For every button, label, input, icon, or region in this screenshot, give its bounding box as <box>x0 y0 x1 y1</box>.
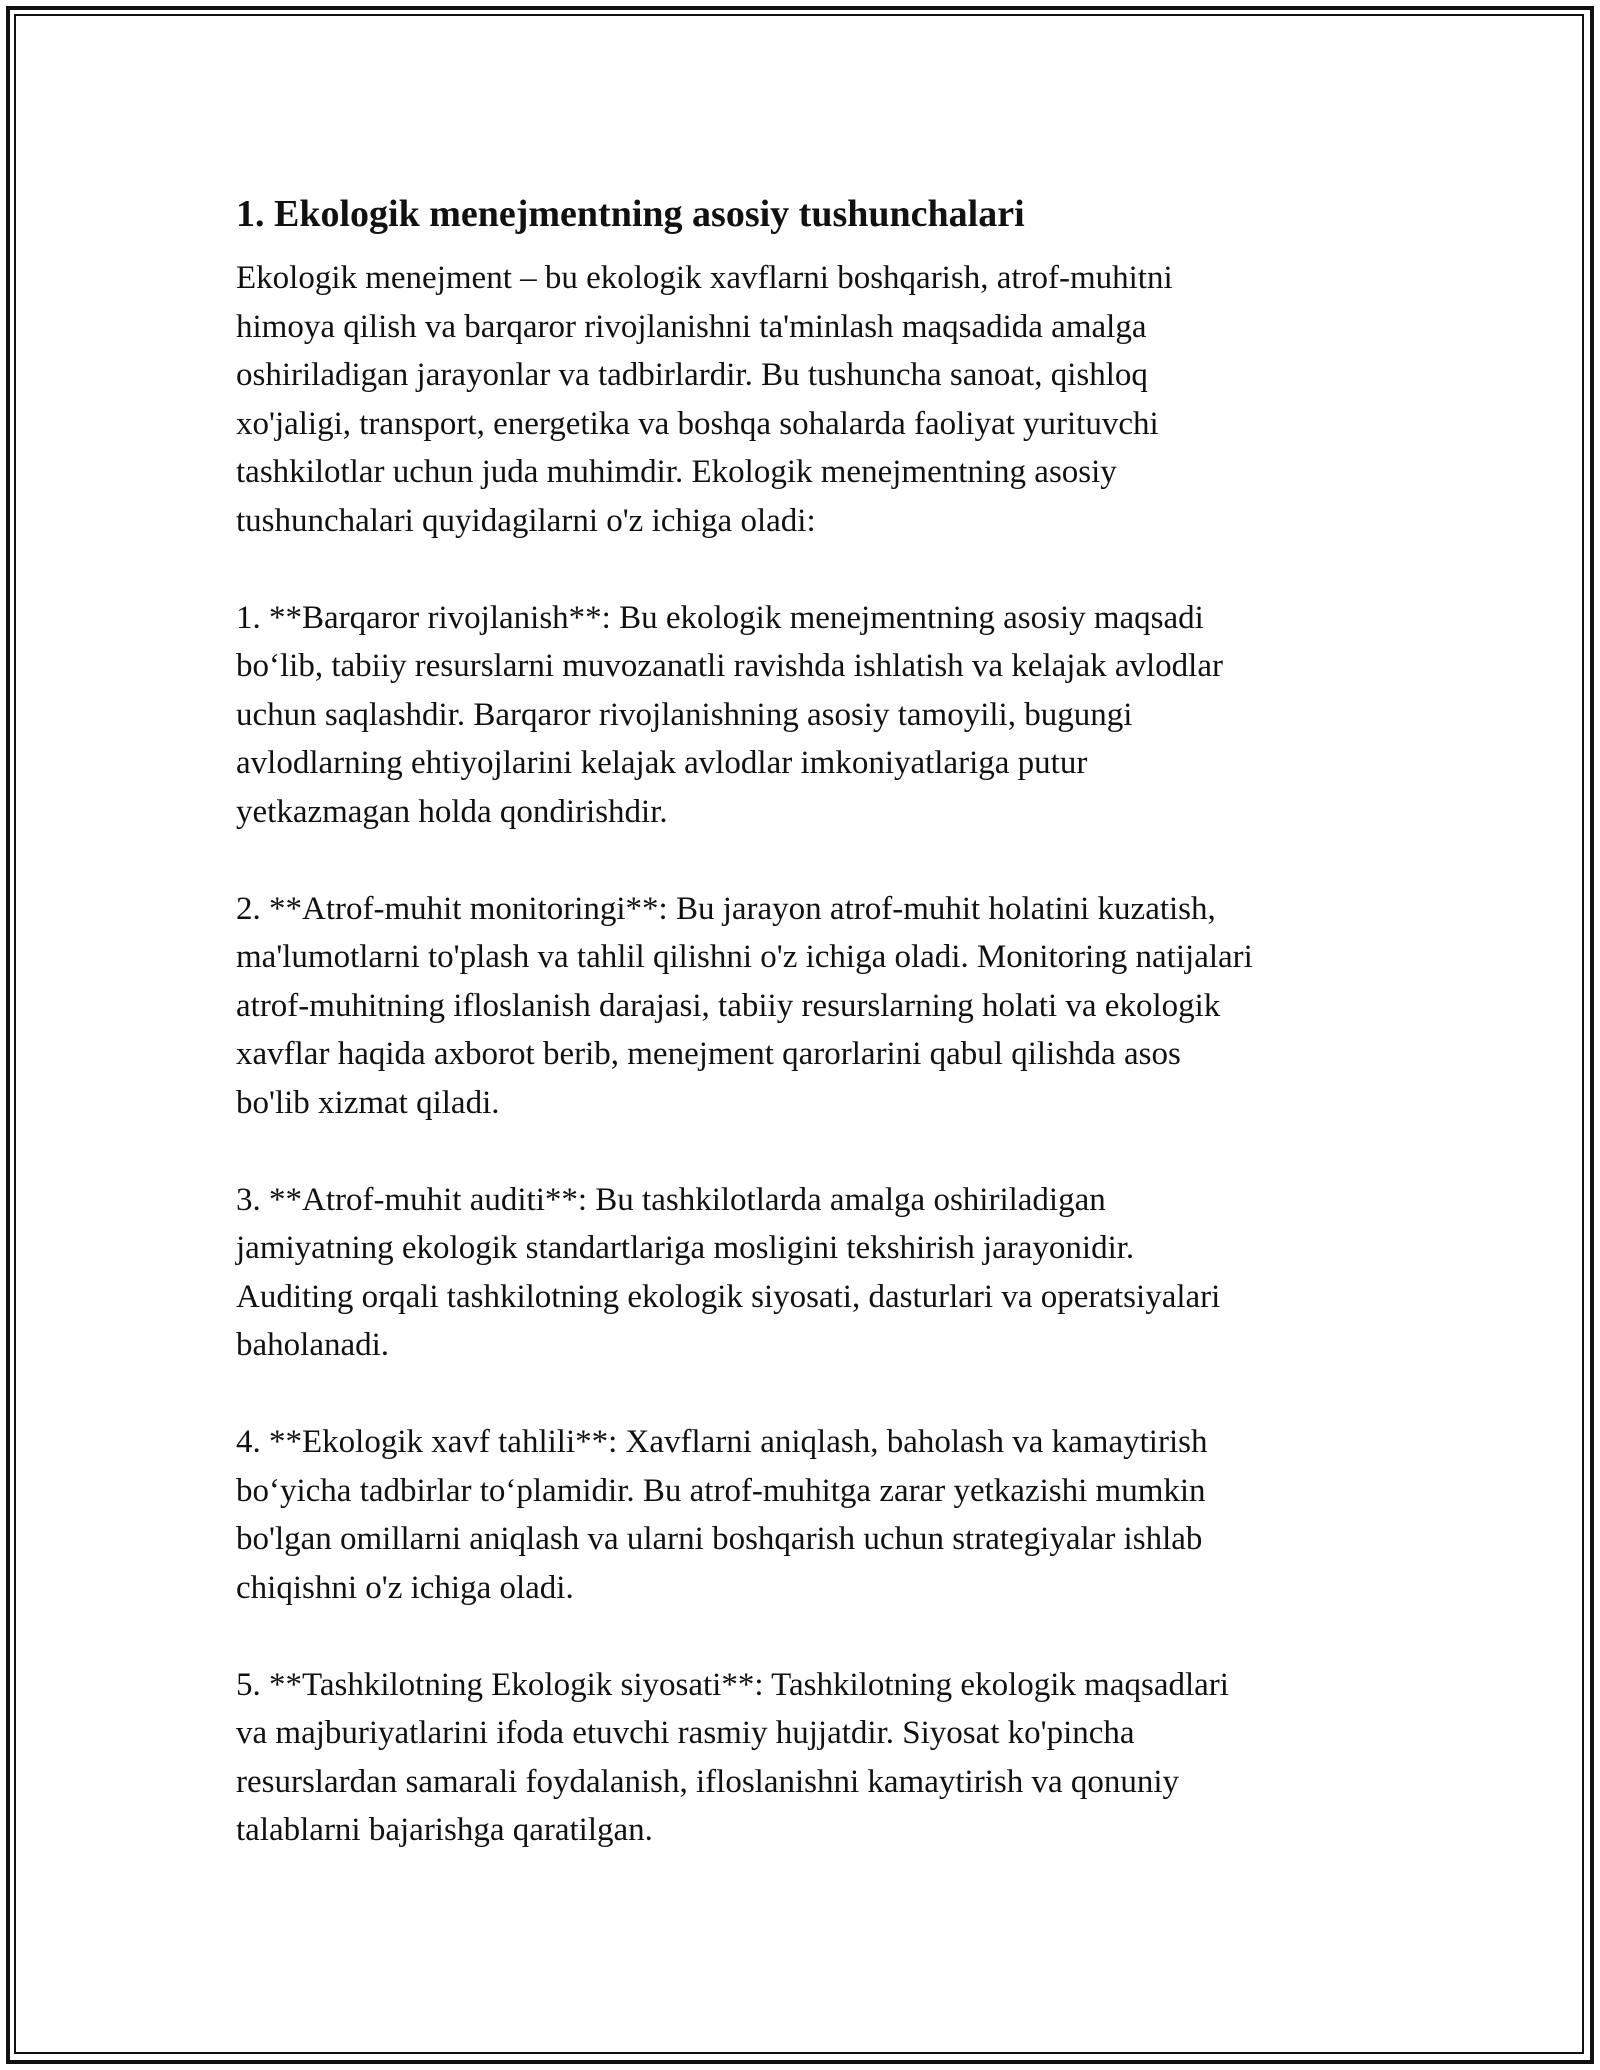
item-environmental-policy: 5. **Tashkilotning Ekologik siyosati**: Tashkilotning ekologik maqsadlari va majburiyatlarini ifoda etuvchi rasmiy hujjatdir. Siyosat ko'pincha resurslardan samarali foydalanish, ifloslanishni kamaytirish va qonuniy talablarni bajarishga qaratilgan. <box>236 1666 1229 1848</box>
item-environmental-monitoring: 2. **Atrof-muhit monitoringi**: Bu jarayon atrof-muhit holatini kuzatish, ma'lumotlarni to'plash va tahlil qilishni o'z ichiga oladi. Monitoring natijalari atrof-muhitning ifloslanish darajasi, tabiiy resurslarning holati va ekologik xavflar haqida axborot berib, menejment qarorlarini qabul qilishda asos bo'lib xizmat qiladi. <box>236 890 1253 1121</box>
intro-paragraph: Ekologik menejment – bu ekologik xavflarni boshqarish, atrof-muhitni himoya qilish va barqaror rivojlanishni ta'minlash maqsadida amalga oshiriladigan jarayonlar va tadbirlardir. Bu tushuncha sanoat, qishloq xo'jaligi, transport, energetika va boshqa sohalarda faoliyat yurituvchi tashkilotlar uchun juda muhimdir. Ekologik menejmentning asosiy tushunchalari quyidagilarni o'z ichiga oladi: <box>236 260 1173 539</box>
item-environmental-audit: 3. **Atrof-muhit auditi**: Bu tashkilotlarda amalga oshiriladigan jamiyatning ekologik standartlariga mosligini tekshirish jarayonidir. Auditing orqali tashkilotning ekologik siyosati, dasturlari va operatsiyalari baholanadi. <box>236 1181 1221 1363</box>
document-body <box>236 186 1386 1855</box>
section-title: 1. Ekologik menejmentning asosiy tushunchalari <box>236 193 1025 235</box>
item-sustainable-development: 1. **Barqaror rivojlanish**: Bu ekologik menejmentning asosiy maqsadi bo‘lib, tabiiy resurslarni muvozanatli ravishda ishlatish va kelajak avlodlar uchun saqlashdir. Barqaror rivojlanishning asosiy tamoyili, bugungi avlodlarning ehtiyojlarini kelajak avlodlar imkoniyatlariga putur yetkazmagan holda qondirishdir. <box>236 599 1223 830</box>
item-risk-analysis: 4. **Ekologik xavf tahlili**: Xavflarni aniqlash, baholash va kamaytirish bo‘yicha tadbirlar to‘plamidir. Bu atrof-muhitga zarar yetkazishi mumkin bo'lgan omillarni aniqlash va ularni boshqarish uchun strategiyalar ishlab chiqishni o'z ichiga oladi. <box>236 1424 1208 1606</box>
